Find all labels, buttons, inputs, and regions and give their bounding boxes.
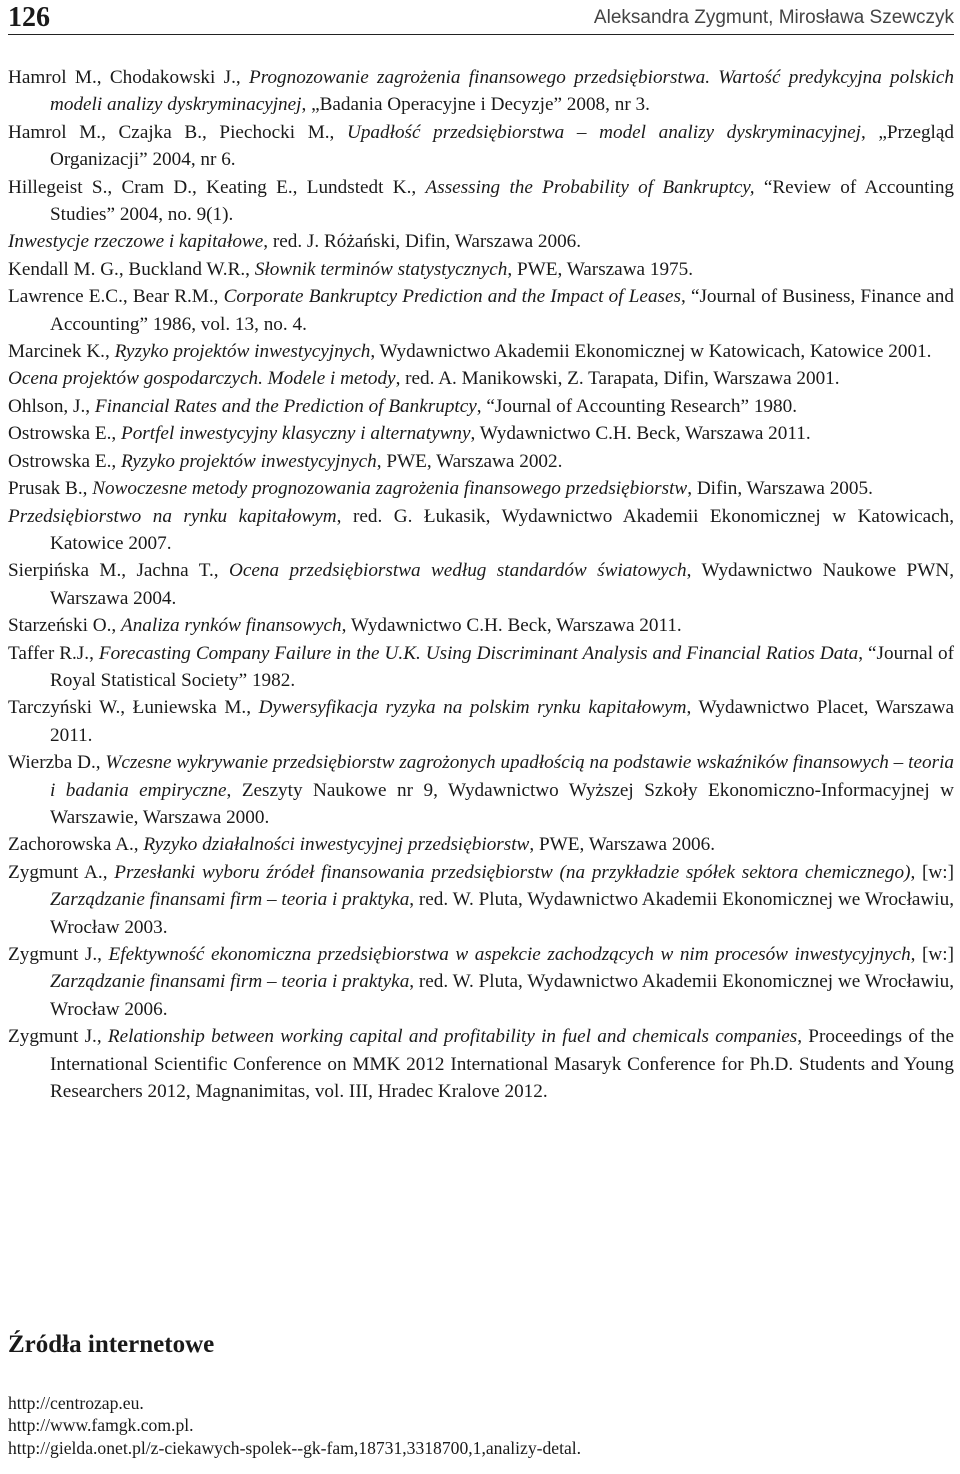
page-header [8, 4, 954, 35]
reference-item: Inwestycje rzeczowe i kapitałowe, red. J. Różański, Difin, Warszawa 2006. [8, 231, 582, 253]
reference-item: Sierpińska M., Jachna T., Ocena przedsiębiorstwa według standardów światowych, Wydawnictwo Naukowe PWN, Warszawa 2004. [8, 560, 954, 609]
reference-item: Kendall M. G., Buckland W.R., Słownik terminów statystycznych, PWE, Warszawa 1975. [8, 258, 694, 280]
reference-item: Zygmunt A., Przesłanki wyboru źródeł finansowania przedsiębiorstw (na przykładzie spółek sektora chemicznego), [w:] Zarządzanie finansami firm – teoria i praktyka, red. W. Pluta, Wydawnictwo Akademii Ekonomicznej we Wrocławiu, Wrocław 2003. [8, 861, 954, 938]
reference-item: Prusak B., Nowoczesne metody prognozowania zagrożenia finansowego przedsiębiorstw, Difin, Warszawa 2005. [8, 478, 873, 500]
reference-item: Ostrowska E., Ryzyko projektów inwestycyjnych, PWE, Warszawa 2002. [8, 450, 563, 472]
reference-item: Lawrence E.C., Bear R.M., Corporate Bankruptcy Prediction and the Impact of Leases, “Journal of Business, Finance and Accounting” 1986, vol. 13, no. 4. [8, 286, 954, 335]
reference-item: Ostrowska E., Portfel inwestycyjny klasyczny i alternatywny, Wydawnictwo C.H. Beck, Warszawa 2011. [8, 423, 811, 445]
running-head-authors: Aleksandra Zygmunt, Mirosława Szewczyk [593, 7, 954, 28]
reference-item: Zygmunt J., Efektywność ekonomiczna przedsiębiorstwa w aspekcie zachodzących w nim procesów inwestycyjnych, [w:] Zarządzanie finansami firm – teoria i praktyka, red. W. Pluta, Wydawnictwo Akademii Ekonomicznej we Wrocławiu, Wrocław 2006. [8, 944, 954, 1020]
section-title-internet-sources: Źródła internetowe [8, 1331, 215, 1358]
reference-item: Taffer R.J., Forecasting Company Failure in the U.K. Using Discriminant Analysis and Financial Ratios Data, “Journal of Royal Statistical Society” 1982. [8, 642, 954, 691]
reference-item: Starzeński O., Analiza rynków finansowych, Wydawnictwo C.H. Beck, Warszawa 2011. [8, 615, 682, 637]
reference-item: Hamrol M., Czajka B., Piechocki M., Upadłość przedsiębiorstwa – model analizy dyskryminacyjnej, „Przegląd Organizacji” 2004, nr 6. [8, 121, 954, 171]
reference-item: Hillegeist S., Cram D., Keating E., Lundstedt K., Assessing the Probability of Bankruptcy, “Review of Accounting Studies” 2004, no. 9(1). [8, 176, 955, 226]
source-link[interactable]: http://centrozap.eu. [8, 1393, 144, 1413]
reference-item: Hamrol M., Chodakowski J., Prognozowanie zagrożenia finansowego przedsiębiorstwa. Wartość predykcyjna polskich modeli analizy dyskryminacyjnej, „Badania Operacyjne i Decyzje” 2008, nr 3. [8, 67, 955, 116]
reference-item: Ohlson, J., Financial Rates and the Prediction of Bankruptcy, “Journal of Accounting Research” 1980. [8, 395, 798, 417]
internet-source-list [8, 1392, 581, 1459]
source-link[interactable]: http://www.famgk.com.pl. [8, 1415, 194, 1436]
reference-item: Wierzba D., Wczesne wykrywanie przedsiębiorstw zagrożonych upadłością na podstawie wskaźników finansowych – teoria i badania empiryczne, Zeszyty Naukowe nr 9, Wydawnictwo Wyższej Szkoły Ekonomiczno-Informacyjnej w Warszawie, Warszawa 2000. [8, 752, 954, 828]
reference-item: Tarczyński W., Łuniewska M., Dywersyfikacja ryzyka na polskim rynku kapitałowym, Wydawnictwo Placet, Warszawa 2011. [8, 697, 955, 746]
reference-item: Ocena projektów gospodarczych. Modele i metody, red. A. Manikowski, Z. Tarapata, Difin, Warszawa 2001. [8, 368, 840, 390]
reference-item: Zygmunt J., Relationship between working capital and profitability in fuel and chemicals companies, Proceedings of the International Scientific Conference on MMK 2012 International Masaryk Conference for Ph.D. Students and Young Researchers 2012, Magnanimitas, vol. III, Hradec Kralove 2012. [8, 1026, 954, 1103]
reference-item: Przedsiębiorstwo na rynku kapitałowym, red. G. Łukasik, Wydawnictwo Akademii Ekonomicznej w Katowicach, Katowice 2007. [8, 505, 955, 554]
source-link[interactable]: http://gielda.onet.pl/z-ciekawych-spolek--gk-fam,18731,3318700,1,analizy-detal. [8, 1437, 582, 1458]
reference-item: Marcinek K., Ryzyko projektów inwestycyjnych, Wydawnictwo Akademii Ekonomicznej w Katowicach, Katowice 2001. [8, 341, 932, 363]
page-number: 126 [8, 2, 50, 33]
reference-list [8, 64, 954, 1105]
reference-item: Zachorowska A., Ryzyko działalności inwestycyjnej przedsiębiorstw, PWE, Warszawa 2006. [8, 834, 716, 856]
